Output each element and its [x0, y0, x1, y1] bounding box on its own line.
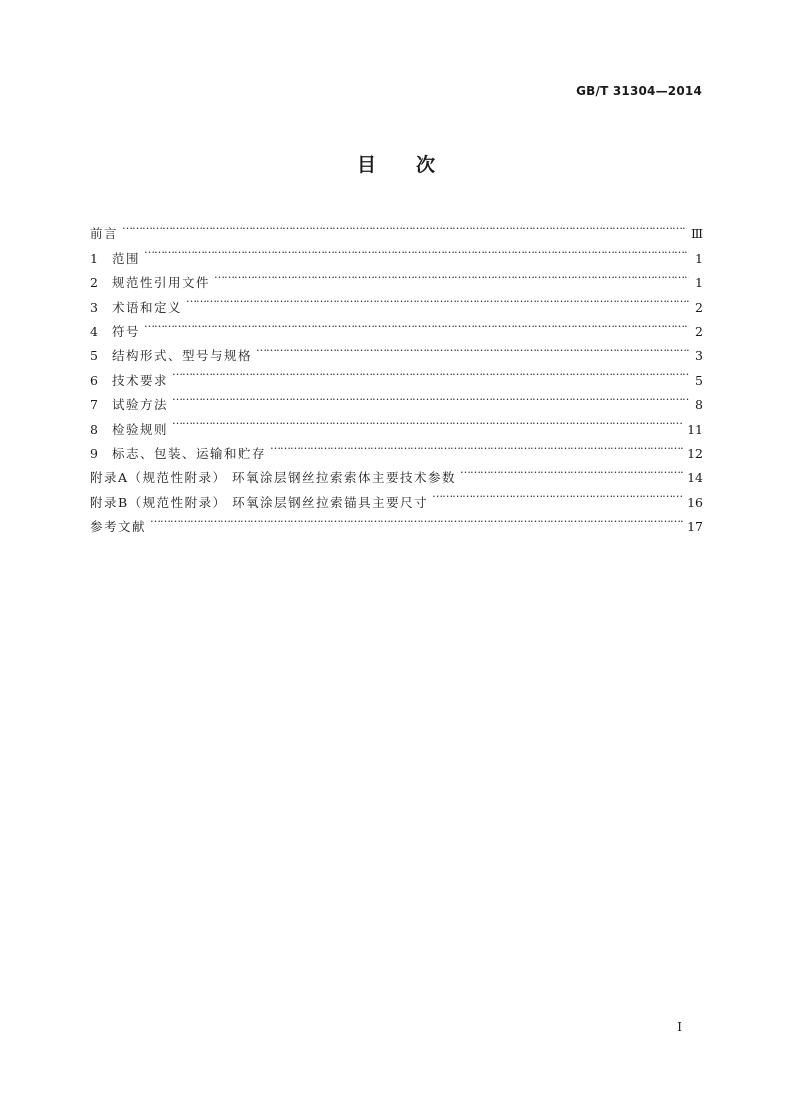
toc-entry-bibliography[interactable]	[90, 507, 703, 535]
toc-entry-page: 17	[687, 519, 703, 535]
toc-entry-label: 附录A（规范性附录） 环氧涂层钢丝拉索索体主要技术参数	[90, 470, 457, 486]
page-title: 目次	[356, 154, 475, 176]
toc-entry-page: 16	[687, 494, 703, 510]
toc-entry-page: 2	[695, 299, 703, 315]
toc-entry-7[interactable]	[90, 385, 703, 413]
toc-leader-dots	[172, 409, 683, 433]
toc-entry-label: 前言	[90, 226, 119, 242]
toc-leader-dots	[214, 263, 689, 287]
toc-entry-page: 1	[695, 250, 703, 266]
toc-entry-9[interactable]	[90, 434, 703, 461]
toc-leader-dots	[256, 336, 689, 360]
toc-entry-page: Ⅲ	[690, 226, 703, 242]
toc-entry-8[interactable]	[90, 409, 703, 437]
toc-entry-label: 范围	[112, 250, 141, 266]
toc-entry-number: 4	[90, 323, 98, 339]
toc-entry-label: 术语和定义	[112, 299, 183, 315]
toc-entry-page: 11	[687, 421, 703, 437]
toc-entry-page: 5	[695, 372, 703, 388]
standard-code: GB/T 31304—2014	[576, 84, 702, 98]
toc-entry-page: 8	[695, 397, 703, 413]
page-number: Ⅰ	[677, 1020, 682, 1034]
toc-entry-label: 参考文献	[90, 519, 147, 535]
toc-entry-6[interactable]	[90, 360, 703, 388]
toc-entry-label: 技术要求	[112, 372, 169, 388]
toc-leader-dots	[172, 360, 689, 384]
toc-leader-dots	[270, 434, 683, 458]
toc-entry-page: 1	[695, 275, 703, 291]
toc-entry-label: 试验方法	[112, 397, 169, 413]
toc-entry-number: 1	[90, 250, 98, 266]
toc-leader-dots	[144, 312, 689, 336]
toc-leader-dots	[122, 214, 687, 238]
toc-leader-dots	[186, 287, 689, 311]
toc-entry-number: 2	[90, 275, 98, 291]
toc-entry-label: 标志、包装、运输和贮存	[112, 445, 267, 461]
toc-entry-number: 7	[90, 397, 98, 413]
toc-entry-number: 5	[90, 348, 98, 364]
toc-entry-page: 2	[695, 323, 703, 339]
toc-entry-number: 8	[90, 421, 98, 437]
toc-entry-page: 14	[687, 470, 703, 486]
toc-entry-label: 符号	[112, 323, 141, 339]
toc-leader-dots	[150, 507, 683, 531]
toc-entry-2[interactable]	[90, 263, 703, 291]
toc-entry-4[interactable]	[90, 312, 703, 339]
toc-leader-dots	[432, 482, 683, 506]
toc-entry-5[interactable]	[90, 336, 703, 364]
toc-entry-1[interactable]	[90, 238, 703, 266]
toc-entry-page: 3	[695, 348, 703, 364]
toc-leader-dots	[172, 385, 689, 409]
toc-entry-foreword[interactable]	[90, 214, 703, 242]
toc-entry-label: 规范性引用文件	[112, 275, 211, 291]
toc-leader-dots	[144, 238, 689, 262]
toc-entry-label: 附录B（规范性附录） 环氧涂层钢丝拉索锚具主要尺寸	[90, 494, 429, 510]
toc-entry-label: 检验规则	[112, 421, 169, 437]
toc-entry-number: 9	[90, 445, 98, 461]
toc-entry-label: 结构形式、型号与规格	[112, 348, 253, 364]
toc-entry-number: 3	[90, 299, 98, 315]
table-of-contents	[90, 214, 703, 535]
toc-entry-page: 12	[687, 445, 703, 461]
toc-entry-number: 6	[90, 372, 98, 388]
toc-leader-dots	[460, 458, 683, 482]
